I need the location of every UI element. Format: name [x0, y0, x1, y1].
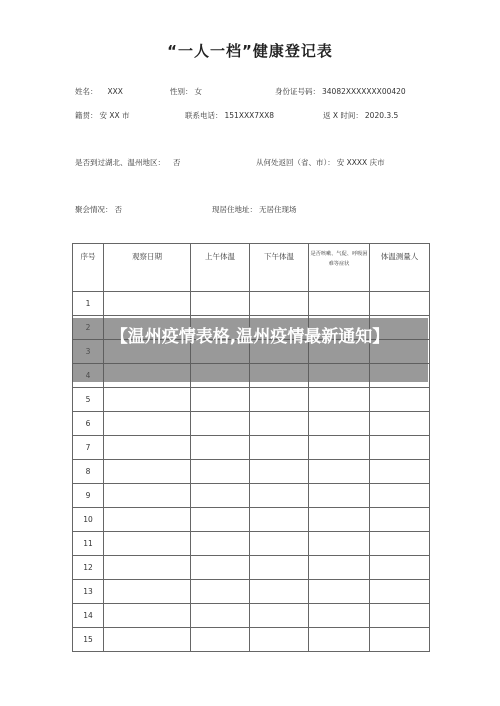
- gender-label: 性别：: [170, 87, 193, 96]
- table-cell: [250, 508, 309, 532]
- id-number-field: [275, 86, 406, 97]
- table-cell: [370, 292, 430, 316]
- table-cell: [370, 628, 430, 652]
- table-row: [73, 532, 430, 556]
- table-cell: [191, 484, 250, 508]
- return-date-field: [323, 110, 398, 121]
- header-observation-date: 观察日期: [104, 244, 191, 292]
- table-cell: [191, 412, 250, 436]
- table-cell: [370, 436, 430, 460]
- table-cell: [309, 532, 370, 556]
- address-field: [212, 204, 297, 215]
- table-row: [73, 580, 430, 604]
- table-cell: [250, 412, 309, 436]
- id-number-label: 身份证号码：: [275, 87, 320, 96]
- row-index: 11: [73, 532, 104, 556]
- table-cell: [250, 604, 309, 628]
- table-row: [73, 484, 430, 508]
- phone-field: [185, 110, 274, 121]
- gender-value: 女: [194, 87, 202, 96]
- table-header-row: [73, 244, 430, 292]
- gathering-label: 聚会情况：: [75, 205, 113, 214]
- table-cell: [309, 580, 370, 604]
- table-row: [73, 460, 430, 484]
- header-symptoms: 是否咳嗽、气促、呼吸困难等症状: [309, 244, 370, 292]
- origin-value: 安 XX 市: [99, 111, 130, 120]
- table-cell: [250, 388, 309, 412]
- return-date-label: 返 X 时间：: [323, 111, 363, 120]
- return-date-value: 2020.3.5: [364, 111, 399, 120]
- table-cell: [309, 436, 370, 460]
- table-cell: [309, 556, 370, 580]
- header-temperature-taker: 体温测量人: [370, 244, 430, 292]
- header-afternoon-temperature: 下午体温: [250, 244, 309, 292]
- address-label: 现居住地址：: [212, 205, 257, 214]
- return-from-label: 从何处返回（省、市）：: [256, 158, 335, 167]
- table-cell: [104, 508, 191, 532]
- table-cell: [104, 436, 191, 460]
- table-row: [73, 412, 430, 436]
- health-record-table: [72, 243, 430, 652]
- table-row: [73, 628, 430, 652]
- gender-field: [170, 86, 202, 97]
- row-index: 14: [73, 604, 104, 628]
- table-cell: [370, 604, 430, 628]
- table-cell: [370, 580, 430, 604]
- table-cell: [191, 628, 250, 652]
- header-morning-temperature: 上午体温: [191, 244, 250, 292]
- row-index: 13: [73, 580, 104, 604]
- document-title: “一人一档”健康登记表: [167, 42, 333, 60]
- row-index: 9: [73, 484, 104, 508]
- table-cell: [104, 628, 191, 652]
- table-cell: [370, 508, 430, 532]
- return-from-value: 安 XXXX 庆市: [336, 158, 385, 167]
- table-cell: [250, 292, 309, 316]
- table-cell: [250, 628, 309, 652]
- table-cell: [309, 388, 370, 412]
- table-cell: [370, 412, 430, 436]
- table-cell: [104, 556, 191, 580]
- gathering-value: 否: [114, 205, 122, 214]
- table-cell: [250, 484, 309, 508]
- table-cell: [104, 412, 191, 436]
- table-row: [73, 436, 430, 460]
- header-index: 序号: [73, 244, 104, 292]
- table-cell: [250, 532, 309, 556]
- gathering-field: [75, 204, 122, 215]
- table-cell: [309, 508, 370, 532]
- table-cell: [309, 604, 370, 628]
- table-cell: [104, 460, 191, 484]
- table-cell: [309, 628, 370, 652]
- banner-text: 【温州疫情表格,温州疫情最新通知】: [110, 327, 390, 347]
- name-value: XXX: [107, 87, 123, 96]
- table-cell: [191, 436, 250, 460]
- phone-value: 151XXX7XX8: [224, 111, 275, 120]
- row-index: 6: [73, 412, 104, 436]
- table-cell: [370, 484, 430, 508]
- table-cell: [191, 292, 250, 316]
- table-cell: [104, 292, 191, 316]
- table-row: [73, 508, 430, 532]
- table-cell: [104, 484, 191, 508]
- table-cell: [191, 556, 250, 580]
- row-index: 1: [73, 292, 104, 316]
- table-cell: [309, 460, 370, 484]
- name-field: [75, 86, 123, 97]
- row-index: 15: [73, 628, 104, 652]
- row-index: 7: [73, 436, 104, 460]
- row-index: 10: [73, 508, 104, 532]
- table-row: [73, 292, 430, 316]
- return-from-field: [256, 157, 385, 168]
- visited-region-label: 是否到过湖北、温州地区：: [75, 158, 165, 167]
- table-cell: [250, 460, 309, 484]
- table-cell: [104, 532, 191, 556]
- visited-region-value: 否: [173, 158, 181, 167]
- table-cell: [191, 508, 250, 532]
- id-number-value: 34082XXXXXXX00420: [322, 87, 406, 96]
- origin-label: 籍贯：: [75, 111, 98, 120]
- table-cell: [370, 388, 430, 412]
- table-cell: [309, 484, 370, 508]
- table-row: [73, 556, 430, 580]
- address-value: 无居住现场: [259, 205, 297, 214]
- table-row: [73, 604, 430, 628]
- table-cell: [104, 580, 191, 604]
- table-cell: [250, 436, 309, 460]
- table-cell: [309, 292, 370, 316]
- table-cell: [370, 532, 430, 556]
- phone-label: 联系电话：: [185, 111, 223, 120]
- table-cell: [104, 604, 191, 628]
- table-cell: [191, 580, 250, 604]
- table-cell: [191, 532, 250, 556]
- row-index: 8: [73, 460, 104, 484]
- row-index: 12: [73, 556, 104, 580]
- visited-region-field: [75, 157, 181, 168]
- table-row: [73, 388, 430, 412]
- origin-field: [75, 110, 130, 121]
- table-cell: [191, 388, 250, 412]
- table-cell: [191, 460, 250, 484]
- table-cell: [309, 412, 370, 436]
- name-label: 姓名：: [75, 87, 98, 96]
- table-cell: [191, 604, 250, 628]
- table-cell: [250, 556, 309, 580]
- table-cell: [370, 556, 430, 580]
- row-index: 5: [73, 388, 104, 412]
- table-cell: [370, 460, 430, 484]
- table-cell: [250, 580, 309, 604]
- table-cell: [104, 388, 191, 412]
